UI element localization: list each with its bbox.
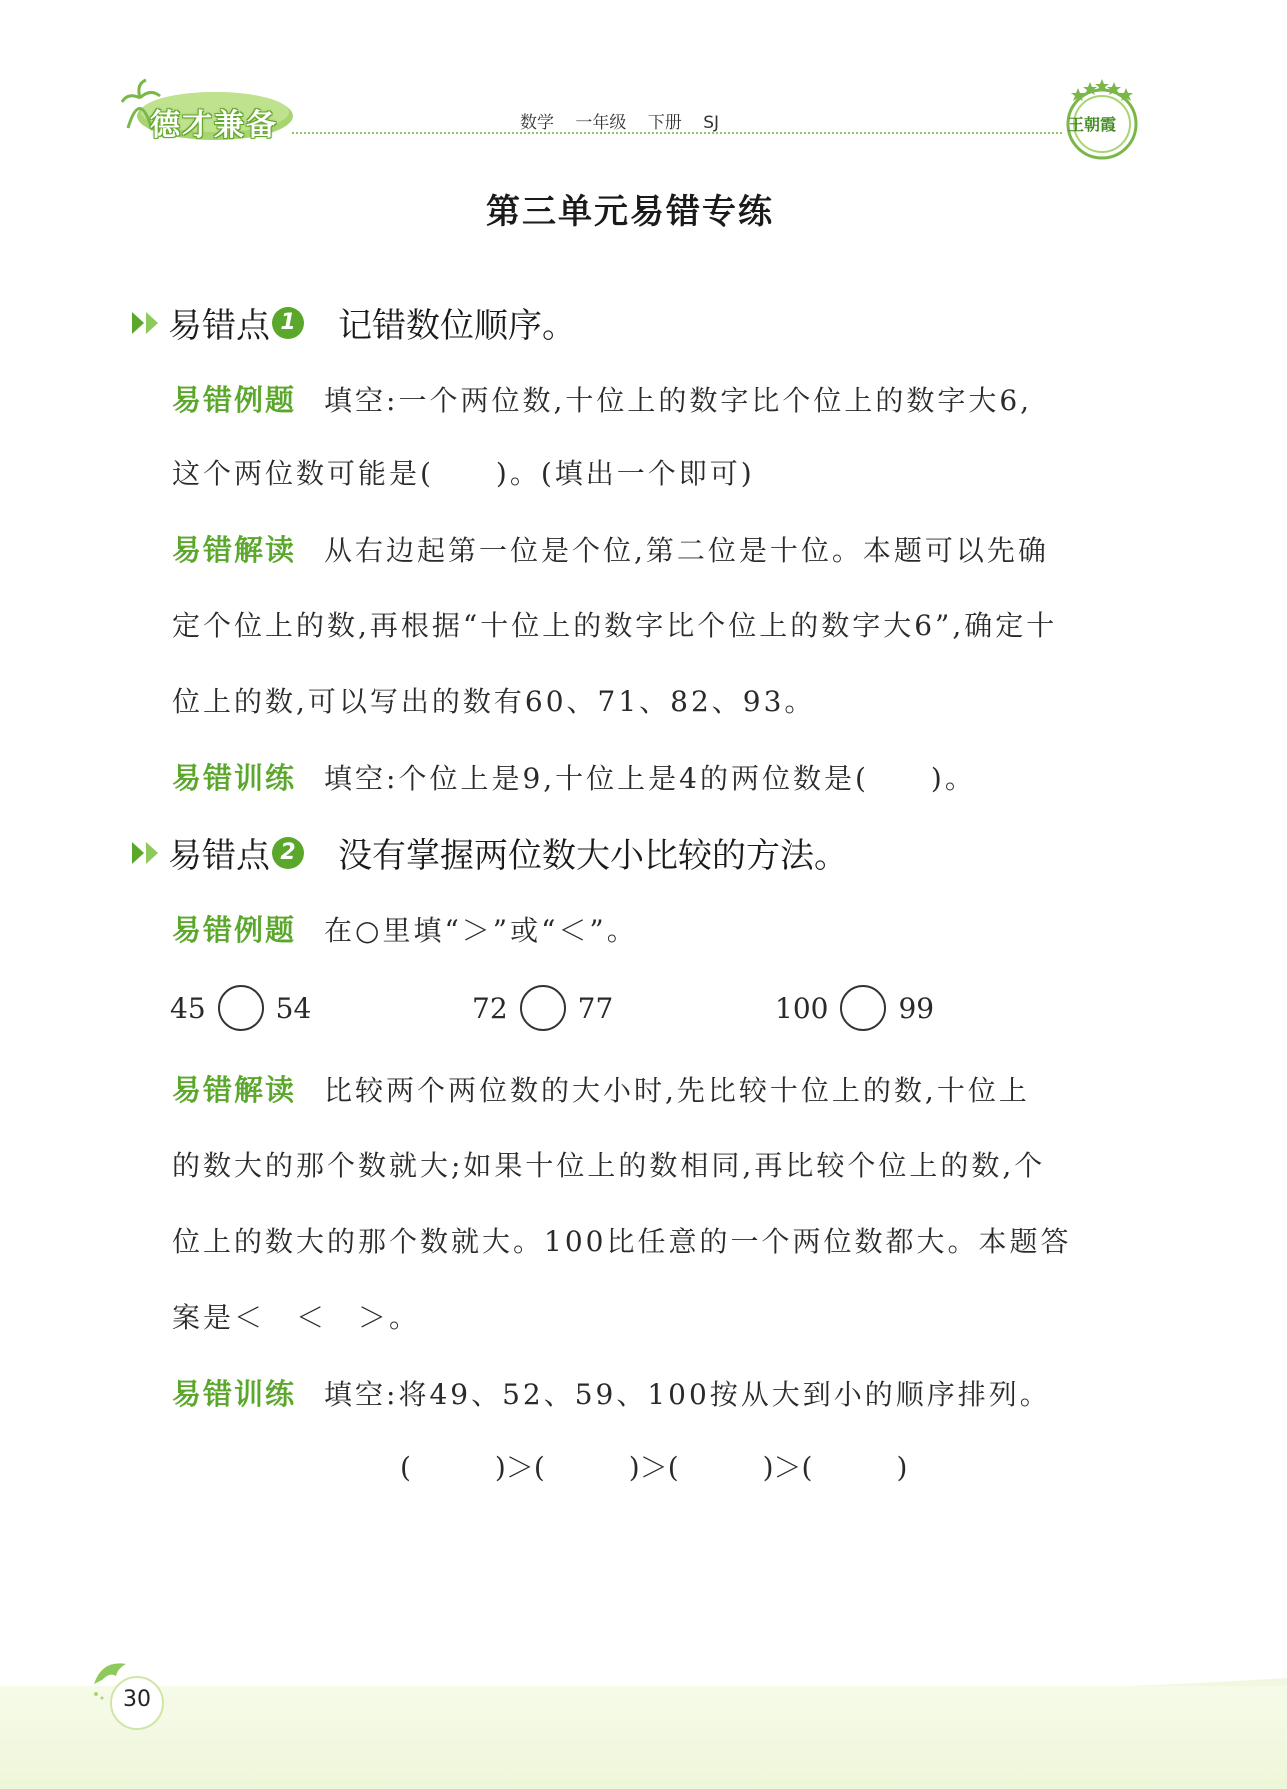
comparison-item: 100 99 bbox=[775, 985, 934, 1031]
footer-background bbox=[0, 1686, 1287, 1789]
analysis-tag: 易错解读 bbox=[172, 533, 297, 567]
grade: 一年级 bbox=[575, 113, 627, 133]
training-tag: 易错训练 bbox=[172, 1377, 297, 1411]
volume: 下册 bbox=[647, 113, 682, 133]
section1-analysis-line1: 易错解读 从右边起第一位是个位,第二位是十位。本题可以先确 bbox=[172, 533, 1049, 567]
section1-example-line1: 易错例题 填空:一个两位数,十位上的数字比个位上的数字大6, bbox=[172, 383, 1033, 417]
section2-analysis-line4: 案是＜ ＜ ＞。 bbox=[172, 1301, 421, 1334]
section2-number-badge: 2 bbox=[272, 837, 304, 869]
page-title: 第三单元易错专练 bbox=[486, 192, 774, 232]
section1-title: 记错数位顺序。 bbox=[338, 306, 576, 346]
section1-number-badge: 1 bbox=[272, 307, 304, 339]
header-meta bbox=[520, 108, 735, 133]
comparison-item: 72 77 bbox=[472, 985, 613, 1031]
section2-analysis-line2: 的数大的那个数就大;如果十位上的数相同,再比较个位上的数,个 bbox=[172, 1149, 1046, 1182]
comparison-item: 45 54 bbox=[170, 985, 311, 1031]
edition: SJ bbox=[703, 113, 720, 133]
section2-training-line: 易错训练 填空:将49、52、59、100按从大到小的顺序排列。 bbox=[172, 1377, 1051, 1411]
order-answer-line[interactable]: ( )＞( )＞( )＞( ) bbox=[400, 1451, 908, 1484]
training-tag: 易错训练 bbox=[172, 761, 297, 795]
double-chevron-icon bbox=[130, 838, 164, 868]
section2-analysis-line3: 位上的数大的那个数就大。100比任意的一个两位数都大。本题答 bbox=[172, 1225, 1072, 1258]
section2-analysis-line1: 易错解读 比较两个两位数的大小时,先比较十位上的数,十位上 bbox=[172, 1073, 1030, 1107]
section2-title: 没有掌握两位数大小比较的方法。 bbox=[338, 836, 848, 876]
answer-circle[interactable] bbox=[520, 985, 566, 1031]
answer-circle[interactable] bbox=[218, 985, 264, 1031]
double-chevron-icon bbox=[130, 308, 164, 338]
page-number: 30 bbox=[123, 1687, 151, 1712]
section1-heading bbox=[130, 298, 576, 347]
header-divider bbox=[292, 132, 1062, 134]
logo-text: 德才兼备 bbox=[150, 108, 278, 143]
section1-analysis-line2: 定个位上的数,再根据“十位上的数字比个位上的数字大6”,确定十 bbox=[172, 609, 1058, 642]
example-tag: 易错例题 bbox=[172, 913, 297, 947]
brand-seal-text: 王朝霞 bbox=[1068, 115, 1117, 134]
section2-example-line: 易错例题 在○里填“＞”或“＜”。 bbox=[172, 913, 638, 947]
section2-heading bbox=[130, 828, 848, 877]
section2-label: 易错点 bbox=[168, 836, 270, 876]
analysis-tag: 易错解读 bbox=[172, 1073, 297, 1107]
section1-label: 易错点 bbox=[168, 306, 270, 346]
subject: 数学 bbox=[520, 113, 554, 133]
answer-circle[interactable] bbox=[840, 985, 886, 1031]
section1-analysis-line3: 位上的数,可以写出的数有60、71、82、93。 bbox=[172, 685, 816, 718]
section1-example-line2: 这个两位数可能是( )。(填出一个即可) bbox=[172, 457, 755, 490]
example-tag: 易错例题 bbox=[172, 383, 297, 417]
section1-training-line: 易错训练 填空:个位上是9,十位上是4的两位数是( )。 bbox=[172, 761, 976, 795]
